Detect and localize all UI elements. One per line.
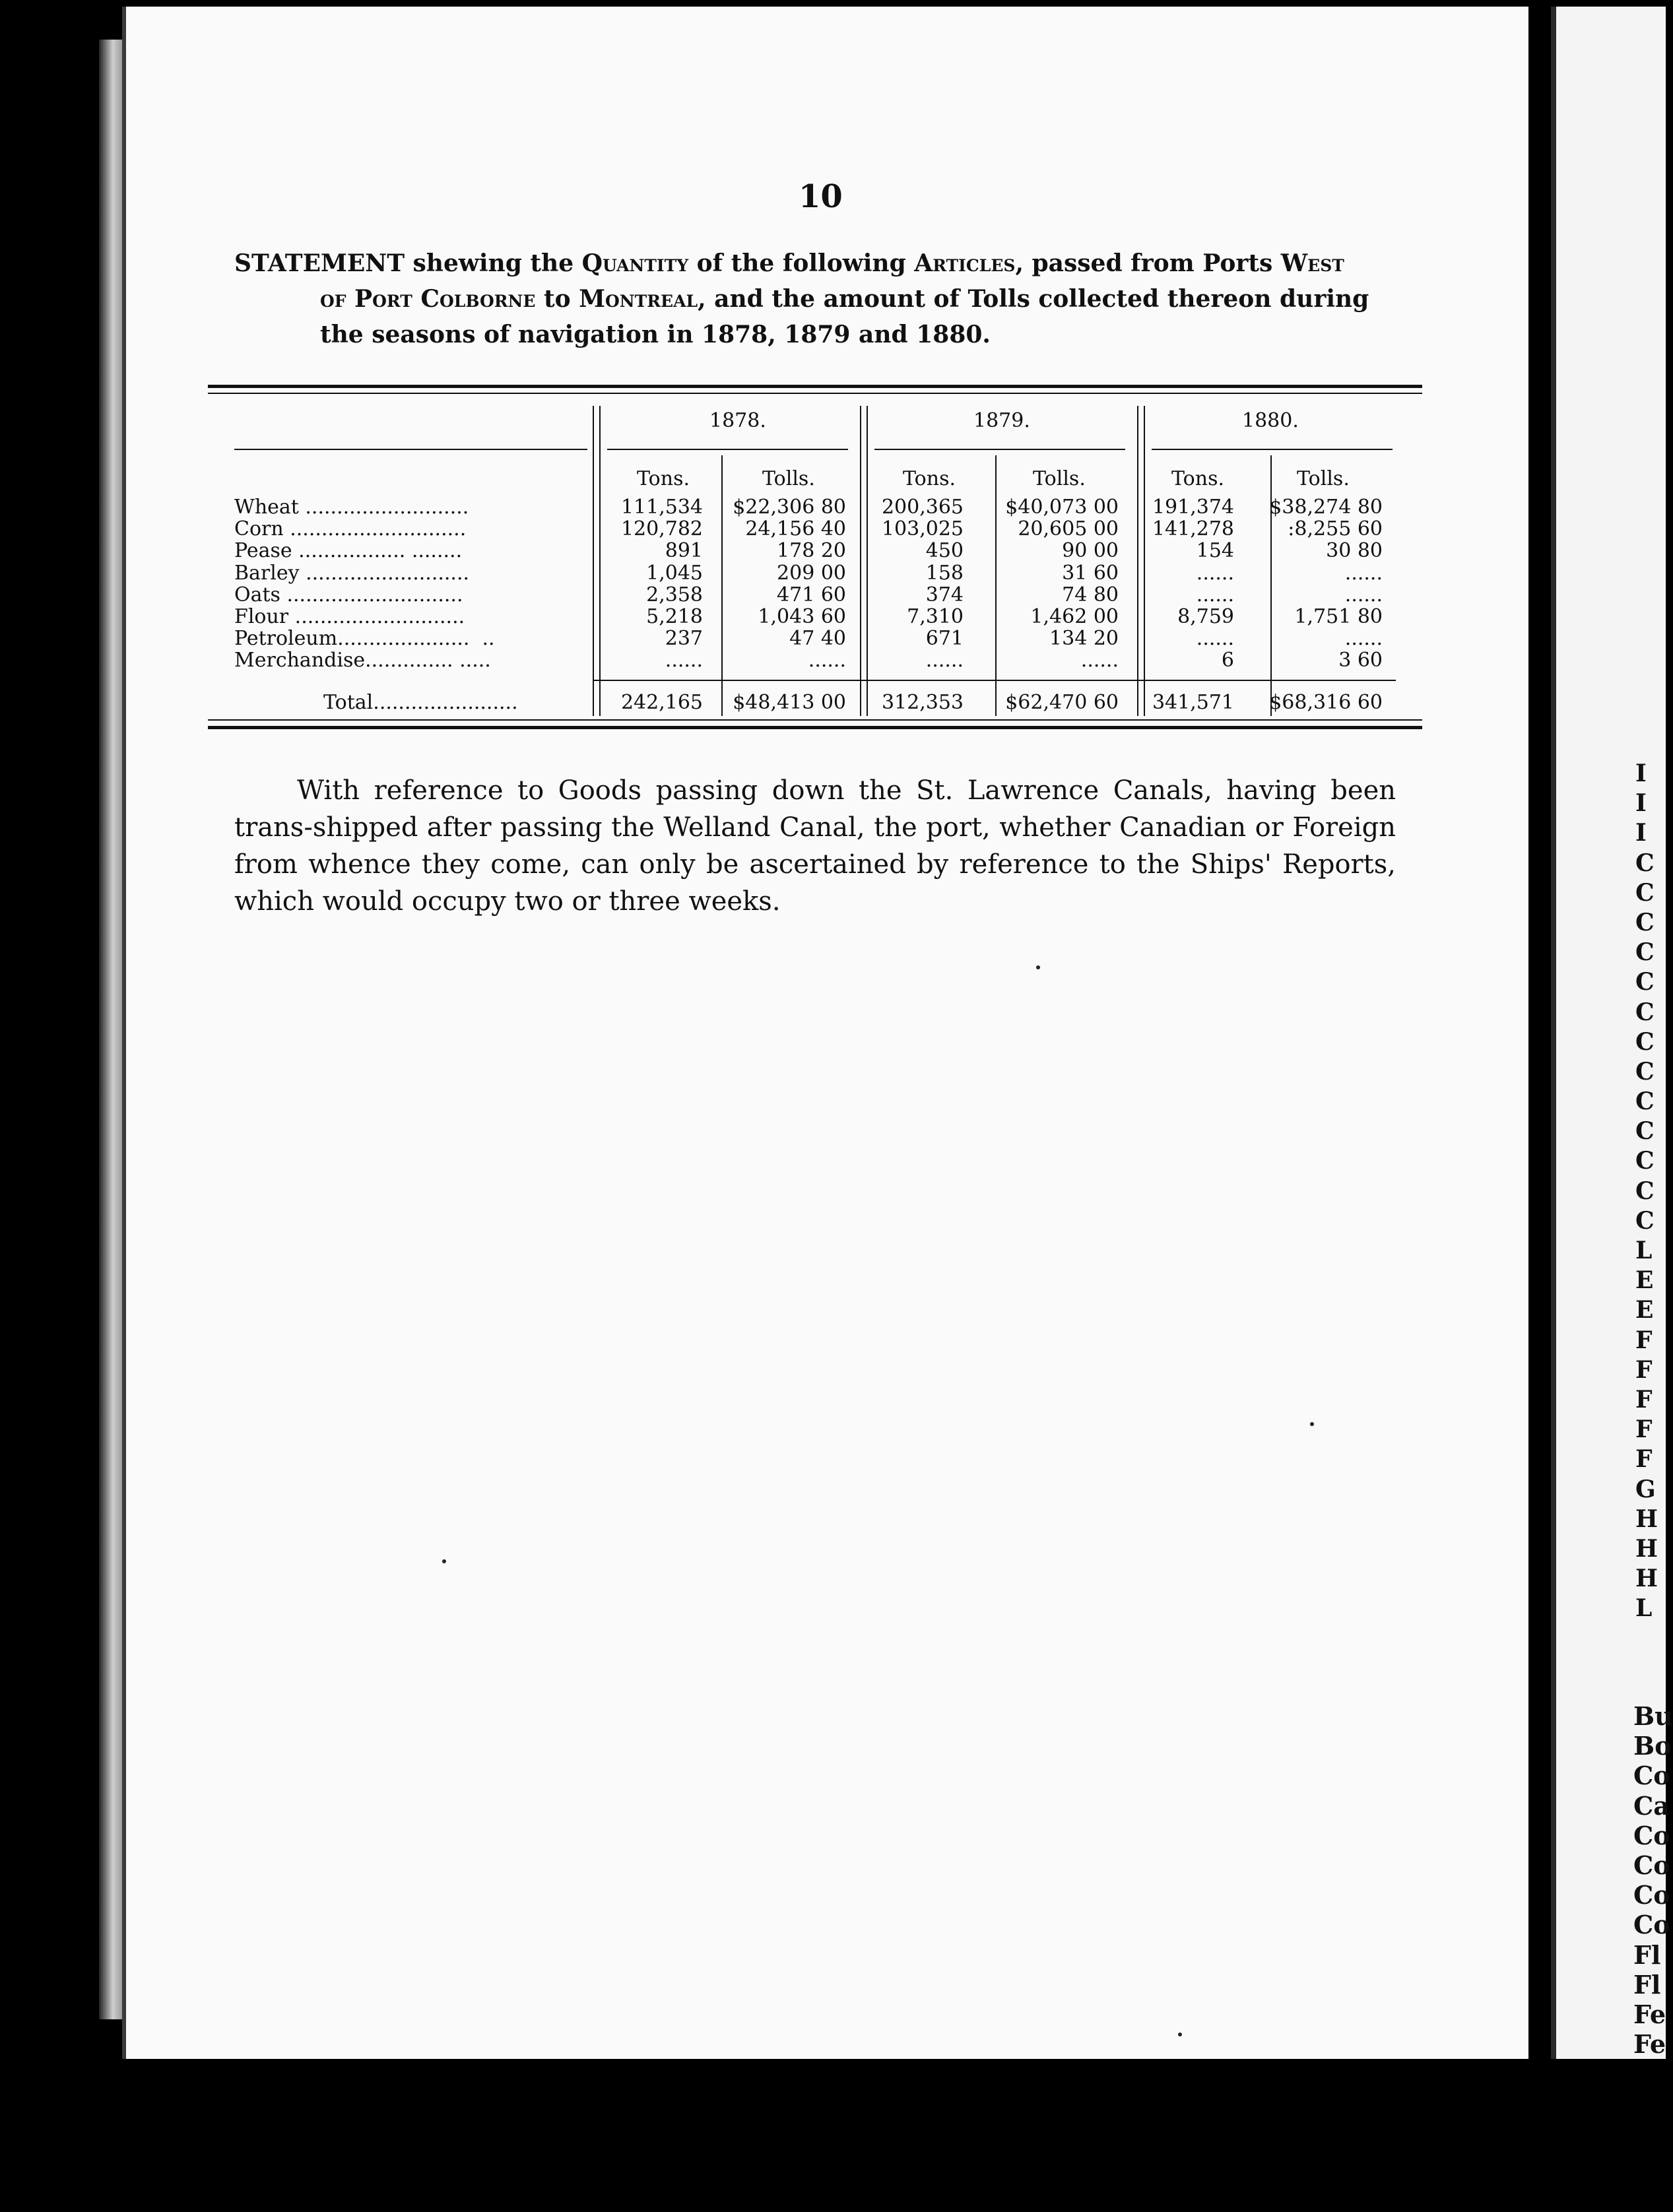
- cell-l80: $68,316 60: [1269, 691, 1383, 714]
- facing-page-letter: Bo: [1633, 1731, 1672, 1761]
- table-row: [0, 649, 1452, 672]
- facing-page-letter: L: [1635, 1237, 1653, 1264]
- scan-speck: [1178, 2033, 1182, 2036]
- facing-page-letter: Fl: [1633, 1969, 1661, 2000]
- cell-t78: 111,534: [620, 496, 703, 519]
- year-1878-rule: [607, 449, 848, 450]
- heading-lead: STATEMENT: [234, 249, 405, 277]
- cell-t79: 671: [925, 627, 964, 651]
- facing-page-letter: H: [1635, 1565, 1658, 1593]
- cell-t78: 237: [665, 627, 703, 651]
- cell-l79: $62,470 60: [1005, 691, 1119, 714]
- table-top-rule: [208, 385, 1422, 388]
- table-top-rule-thin: [208, 393, 1422, 394]
- facing-page-letter: Bu: [1633, 1701, 1673, 1731]
- cell-l78: 47 40: [789, 627, 846, 651]
- cell-t79: 200,365: [881, 496, 964, 519]
- table-bottom-rule-thick: [208, 726, 1422, 729]
- year-1879-header: 1879.: [973, 409, 1030, 432]
- cell-t80: ......: [1196, 627, 1234, 651]
- row-label: Barley ..........................: [234, 561, 470, 585]
- facing-page-letter: C: [1635, 1147, 1655, 1175]
- paragraph-text: With reference to Goods passing down the St. Lawrence Canals, having been trans-shipped after passing the Welland Canal, the port, whether Canadian or Foreign from whence they come, can only be ascertained by reference to the Ships' Reports, which would occupy two or three weeks.: [234, 775, 1396, 917]
- facing-page-letter: G: [1635, 1475, 1656, 1503]
- cell-l78: ......: [808, 649, 846, 672]
- cell-l80: 30 80: [1326, 539, 1383, 563]
- header-tolls-1878: Tolls.: [762, 467, 815, 490]
- statement-heading: STATEMENT shewing the Quantity of the following Articles, passed from Ports West of Port Colborne to Montreal, and the amount of Tolls collected thereon during the seasons of navigation in 1878, 1879 and 1880.: [234, 249, 1369, 348]
- cell-t79: 374: [925, 583, 964, 606]
- row-label: Oats ............................: [234, 583, 463, 606]
- table-row: [0, 584, 1452, 606]
- facing-page-letter: F: [1635, 1355, 1653, 1384]
- facing-page-letter: Co: [1633, 1820, 1670, 1850]
- cell-l79: 134 20: [1049, 627, 1119, 651]
- page-gutter-shadow: [99, 40, 122, 2019]
- row-label: Total.......................: [323, 691, 518, 714]
- facing-page-letter: Fe: [1633, 2029, 1666, 2060]
- table-bottom-rule: [208, 719, 1422, 721]
- table-total-row: [0, 692, 1452, 714]
- cell-l78: 209 00: [777, 561, 846, 585]
- cell-l79: 31 60: [1062, 561, 1119, 585]
- year-1880-rule: [1152, 449, 1393, 450]
- facing-page-letter: C: [1635, 1027, 1655, 1056]
- cell-t80: 341,571: [1152, 691, 1234, 714]
- scan-speck: [1310, 1422, 1314, 1426]
- year-1879-rule: [874, 449, 1125, 450]
- scan-speck: [1036, 965, 1040, 969]
- facing-page-letter: C: [1635, 908, 1655, 936]
- cell-l78: 1,043 60: [758, 605, 846, 628]
- facing-page-letter: L: [1635, 1594, 1653, 1623]
- facing-page-letter: F: [1635, 1415, 1653, 1444]
- table-row: [0, 496, 1452, 519]
- page-number: 10: [799, 178, 843, 215]
- row-label: Flour ...........................: [234, 605, 465, 628]
- label-column-rule: [234, 449, 587, 450]
- cell-t78: 891: [665, 539, 703, 563]
- cell-t79: 158: [925, 561, 964, 585]
- cell-l79: 74 80: [1062, 583, 1119, 606]
- cell-l79: ......: [1080, 649, 1119, 672]
- facing-page-letter: C: [1635, 968, 1655, 996]
- cell-l78: 471 60: [777, 583, 846, 606]
- cell-l80: 3 60: [1338, 649, 1383, 672]
- facing-page-letter: Co: [1633, 1850, 1670, 1880]
- facing-page-letter: Co: [1633, 1880, 1670, 1910]
- cell-t80: ......: [1196, 583, 1234, 606]
- cell-t80: 154: [1196, 539, 1234, 563]
- cell-t79: 7,310: [907, 605, 964, 628]
- cell-l78: 24,156 40: [745, 517, 846, 541]
- cell-l79: 1,462 00: [1030, 605, 1119, 628]
- table-row: [0, 606, 1452, 628]
- cell-t80: 141,278: [1152, 517, 1234, 541]
- facing-page-letter: C: [1635, 1177, 1655, 1205]
- cell-l80: $38,274 80: [1269, 496, 1383, 519]
- facing-page-letter: Fl: [1633, 1939, 1661, 1970]
- row-label: Pease ................. ........: [234, 539, 463, 563]
- cell-l80: 1,751 80: [1294, 605, 1383, 628]
- facing-page-letter: Co: [1633, 1761, 1670, 1791]
- facing-page-letter: Fe: [1633, 1999, 1666, 2029]
- cell-t79: 103,025: [881, 517, 964, 541]
- body-paragraph: [234, 772, 1396, 920]
- scan-speck: [442, 1559, 446, 1563]
- table-row: [0, 628, 1452, 650]
- facing-page-letter: H: [1635, 1505, 1658, 1533]
- cell-l78: 178 20: [777, 539, 846, 563]
- header-tons-1880: Tons.: [1171, 467, 1224, 490]
- cell-t78: 2,358: [646, 583, 703, 606]
- header-tolls-1880: Tolls.: [1297, 467, 1350, 490]
- table-row: [0, 540, 1452, 562]
- facing-page-letter: C: [1635, 998, 1655, 1026]
- facing-page-letter: C: [1635, 878, 1655, 907]
- facing-page-letter: C: [1635, 1117, 1655, 1146]
- cell-t78: 242,165: [620, 691, 703, 714]
- cell-t78: ......: [665, 649, 703, 672]
- cell-l80: :8,255 60: [1288, 517, 1383, 541]
- cell-t80: 6: [1221, 649, 1234, 672]
- cell-t79: ......: [925, 649, 964, 672]
- facing-page-letter: E: [1635, 1266, 1654, 1295]
- header-tons-1879: Tons.: [903, 467, 956, 490]
- facing-page-letter: C: [1635, 1057, 1655, 1086]
- cell-l79: 90 00: [1062, 539, 1119, 563]
- facing-page-letter: F: [1635, 1385, 1653, 1414]
- facing-page-letter: F: [1635, 1326, 1653, 1354]
- cell-t80: 191,374: [1152, 496, 1234, 519]
- facing-page-letter: Co: [1633, 1910, 1670, 1940]
- facing-page-letter: C: [1635, 1088, 1655, 1116]
- facing-page-letter: C: [1635, 938, 1655, 967]
- cell-t79: 312,353: [881, 691, 964, 714]
- cell-t79: 450: [925, 539, 964, 563]
- table-row: [0, 518, 1452, 540]
- header-tons-1878: Tons.: [637, 467, 690, 490]
- facing-page-letter: H: [1635, 1534, 1658, 1563]
- year-1880-header: 1880.: [1242, 409, 1299, 432]
- facing-page-letter: I: [1635, 789, 1647, 818]
- cell-l78: $48,413 00: [733, 691, 846, 714]
- cell-t78: 120,782: [620, 517, 703, 541]
- facing-page-letter: F: [1635, 1445, 1653, 1474]
- facing-page-letter: C: [1635, 849, 1655, 877]
- year-1878-header: 1878.: [709, 409, 766, 432]
- cell-l80: ......: [1344, 627, 1383, 651]
- facing-page-letter: I: [1635, 760, 1647, 787]
- facing-page-letter: E: [1635, 1296, 1654, 1324]
- facing-page-letter: I: [1635, 819, 1647, 847]
- cell-l80: ......: [1344, 561, 1383, 585]
- row-label: Corn ............................: [234, 517, 467, 541]
- row-label: Wheat ..........................: [234, 496, 469, 519]
- row-label: Merchandise.............. .....: [234, 649, 491, 672]
- cell-l78: $22,306 80: [733, 496, 846, 519]
- facing-page-letter: Ca: [1633, 1790, 1670, 1821]
- cell-l80: ......: [1344, 583, 1383, 606]
- facing-page-letters-lower: [1633, 1701, 1673, 2059]
- cell-t78: 1,045: [646, 561, 703, 585]
- header-tolls-1879: Tolls.: [1033, 467, 1086, 490]
- row-label: Petroleum..................... ..: [234, 627, 495, 651]
- facing-page-letters-upper: [1635, 759, 1658, 1623]
- cell-t80: ......: [1196, 561, 1234, 585]
- cell-l79: 20,605 00: [1018, 517, 1119, 541]
- cell-t78: 5,218: [646, 605, 703, 628]
- table-row: [0, 562, 1452, 585]
- cell-l79: $40,073 00: [1005, 496, 1119, 519]
- facing-page-letter: C: [1635, 1206, 1655, 1235]
- cell-t80: 8,759: [1177, 605, 1234, 628]
